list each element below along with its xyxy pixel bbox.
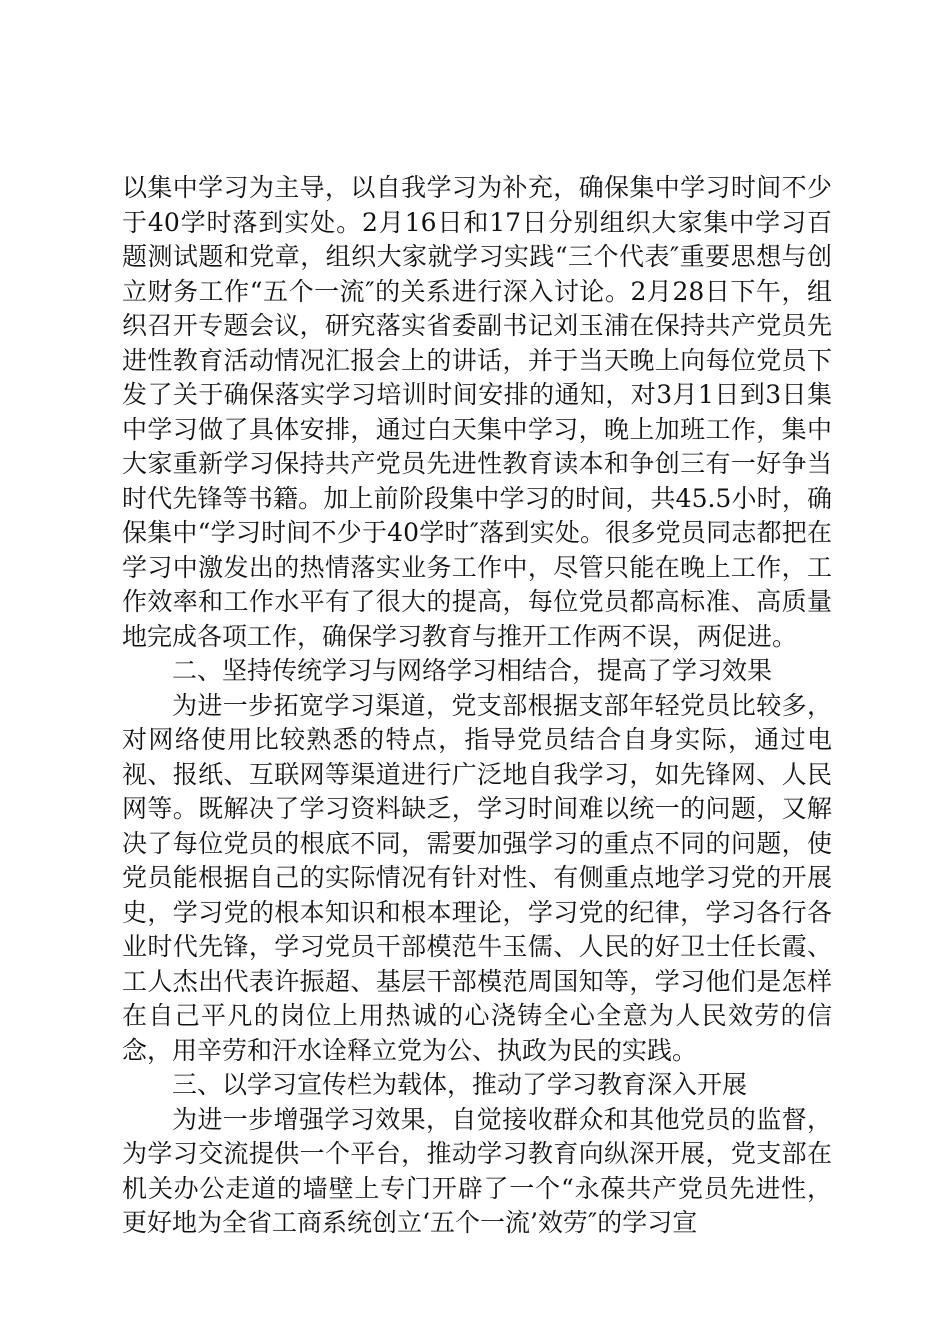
section-heading-2: 二、坚持传统学习与网络学习相结合，提高了学习效果	[172, 656, 773, 685]
section-heading-3: 三、以学习宣传栏为载体，推动了学习教育深入开展	[172, 1070, 748, 1099]
paragraph-section-3: 为进一步增强学习效果，自觉接收群众和其他党员的监督，为学习交流提供一个平台，推动学习教育向纵深开展，党支部在机关办公走道的墙壁上专门开辟了一个“永葆共产党员先进性，更好地为全省工商系统创立‘五个一流’效劳″的学习宣	[122, 1104, 832, 1237]
paragraph-section-2: 为进一步拓宽学习渠道，党支部根据支部年轻党员比较多，对网络使用比较熟悉的特点，指导党员结合自身实际，通过电视、报纸、互联网等渠道进行广泛地自我学习，如先锋网、人民网等。既解决了学习资料缺乏，学习时间难以统一的问题，又解决了每位党员的根底不同，需要加强学习的重点不同的问题，使党员能根据自己的实际情况有针对性、有侧重点地学习党的开展史，学习党的根本知识和根本理论，学习党的纪律，学习各行各业时代先锋，学习党员干部模范牛玉儒、人民的好卫士任长霞、工人杰出代表许振超、基层干部模范周国知等，学习他们是怎样在自己平凡的岗位上用热诚的心浇铸全心全意为人民效劳的信念，用辛劳和汗水诠释立党为公、执政为民的实践。	[122, 690, 832, 1065]
document-body	[122, 171, 832, 1241]
paragraph-intro: 以集中学习为主导，以自我学习为补充，确保集中学习时间不少于40学时落到实处。2月16日和17日分别组织大家集中学习百题测试题和党章，组织大家就学习实践“三个代表″重要思想与创立财务工作“五个一流″的关系进行深入讨论。2月28日下午，组织召开专题会议，研究落实省委副书记刘玉浦在保持共产党员先进性教育活动情况汇报会上的讲话，并于当天晚上向每位党员下发了关于确保落实学习培训时间安排的通知，对3月1日到3日集中学习做了具体安排，通过白天集中学习，晚上加班工作，集中大家重新学习保持共产党员先进性教育读本和争创三有一好争当时代先锋等书籍。加上前阶段集中学习的时间，共45.5小时，确保集中“学习时间不少于40学时″落到实处。很多党员同志都把在学习中激发出的热情落实业务工作中，尽管只能在晚上工作，工作效率和工作水平有了很大的提高，每位党员都高标准、高质量地完成各项工作，确保学习教育与推开工作两不误，两促进。	[122, 173, 832, 651]
